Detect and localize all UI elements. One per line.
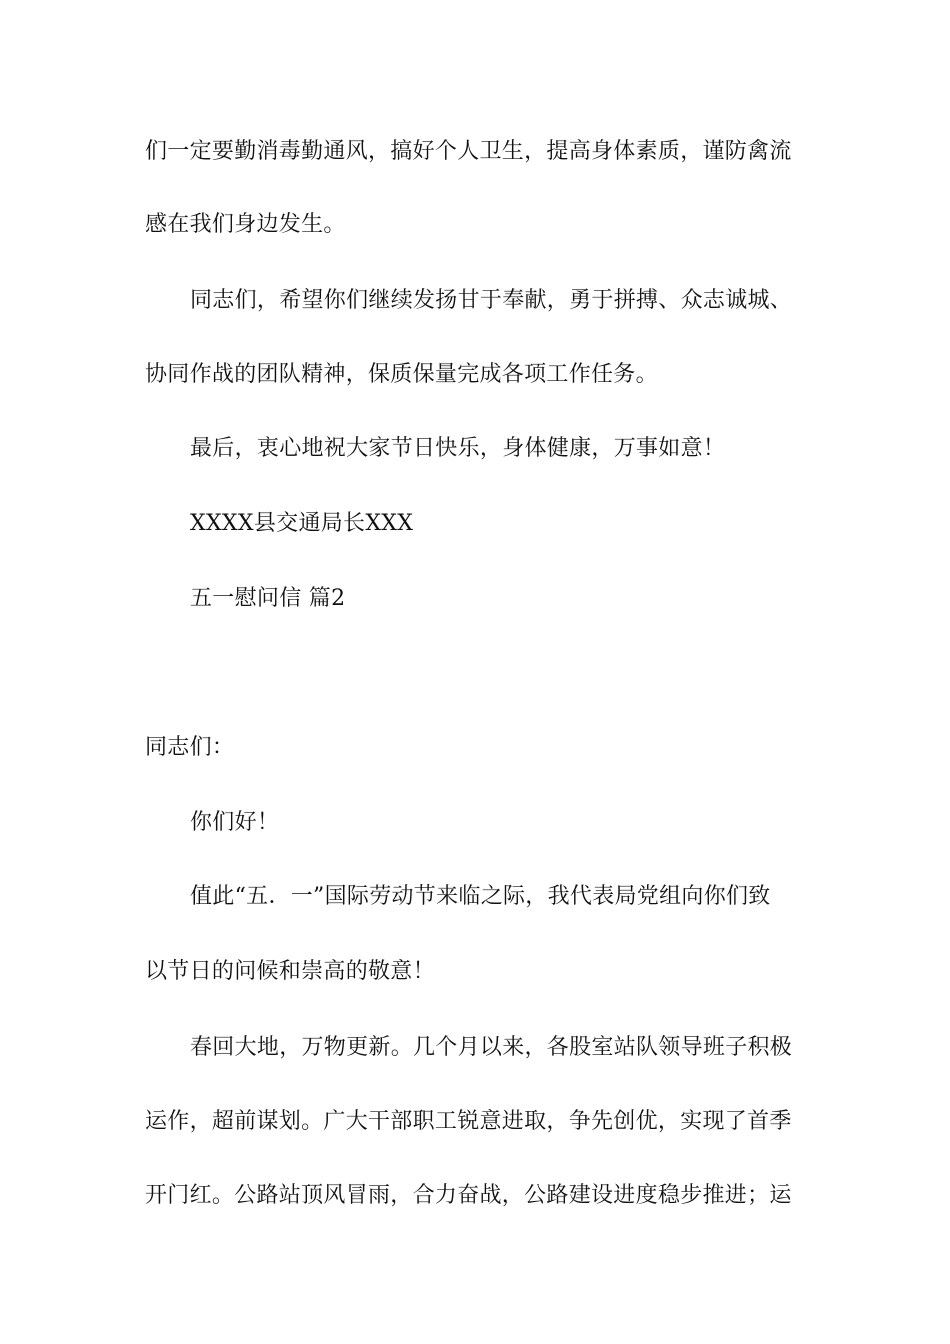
paragraph-line: 开门红。公路站顶风冒雨，合力奋战，公路建设进度稳步推进；运 [145, 1183, 792, 1208]
paragraph-line: 们一定要勤消毒勤通风，搞好个人卫生，提高身体素质，谨防禽流 [145, 139, 792, 164]
salutation: 同志们： [145, 735, 235, 760]
paragraph-line: 值此“五．一”国际劳动节来临之际，我代表局党组向你们致 [190, 884, 771, 909]
paragraph-line: 协同作战的团队精神，保质保量完成各项工作任务。 [145, 362, 658, 387]
signature: XXXX县交通局长XXX [190, 511, 414, 536]
greeting: 你们好！ [190, 810, 280, 835]
paragraph-line: 以节日的问候和崇高的敬意！ [145, 959, 435, 984]
section-heading: 五一慰问信 篇2 [190, 586, 346, 611]
paragraph-line: 春回大地，万物更新。几个月以来，各股室站队领导班子积极 [190, 1035, 793, 1060]
closing-wishes: 最后，衷心地祝大家节日快乐，身体健康，万事如意！ [190, 436, 726, 461]
paragraph-line: 感在我们身边发生。 [145, 212, 346, 237]
paragraph-line: 同志们，希望你们继续发扬甘于奉献，勇于拼搏、众志诚城、 [190, 288, 793, 313]
paragraph-line: 运作，超前谋划。广大干部职工锐意进取，争先创优，实现了首季 [145, 1109, 792, 1134]
